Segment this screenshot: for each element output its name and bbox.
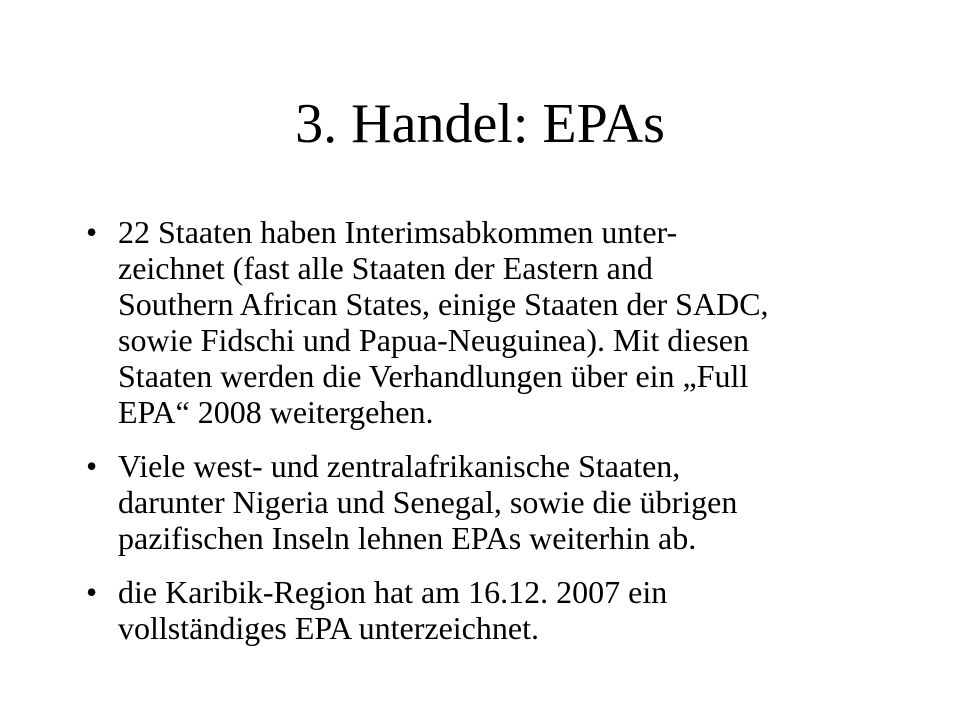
bullet-list bbox=[86, 214, 906, 664]
bullet-line: 22 Staaten haben Interimsabkommen unter- bbox=[118, 214, 678, 250]
bullet-line: EPA“ 2008 weitergehen. bbox=[118, 394, 434, 430]
bullet-line: sowie Fidschi und Papua-Neuguinea). Mit diesen bbox=[118, 322, 749, 358]
bullet-text bbox=[118, 214, 906, 430]
bullet-line: die Karibik-Region hat am 16.12. 2007 ein bbox=[118, 574, 668, 610]
bullet-line: vollständiges EPA unterzeichnet. bbox=[118, 610, 539, 646]
bullet-text bbox=[118, 448, 906, 556]
bullet-icon: • bbox=[86, 448, 98, 484]
bullet-line: darunter Nigeria und Senegal, sowie die übrigen bbox=[118, 484, 738, 520]
bullet-line: Viele west- und zentralafrikanische Staaten, bbox=[118, 448, 681, 484]
bullet-item-rejecting-states bbox=[86, 448, 906, 556]
bullet-line: Staaten werden die Verhandlungen über ein „Full bbox=[118, 358, 749, 394]
bullet-line: Southern African States, einige Staaten der SADC, bbox=[118, 286, 769, 322]
bullet-icon: • bbox=[86, 574, 98, 610]
bullet-item-interim-agreements bbox=[86, 214, 906, 430]
bullet-text bbox=[118, 574, 906, 646]
bullet-item-caribbean bbox=[86, 574, 906, 646]
bullet-line: pazifischen Inseln lehnen EPAs weiterhin ab. bbox=[118, 520, 697, 556]
bullet-line: zeichnet (fast alle Staaten der Eastern and bbox=[118, 250, 653, 286]
bullet-icon: • bbox=[86, 214, 98, 250]
slide-title: 3. Handel: EPAs bbox=[295, 93, 665, 155]
